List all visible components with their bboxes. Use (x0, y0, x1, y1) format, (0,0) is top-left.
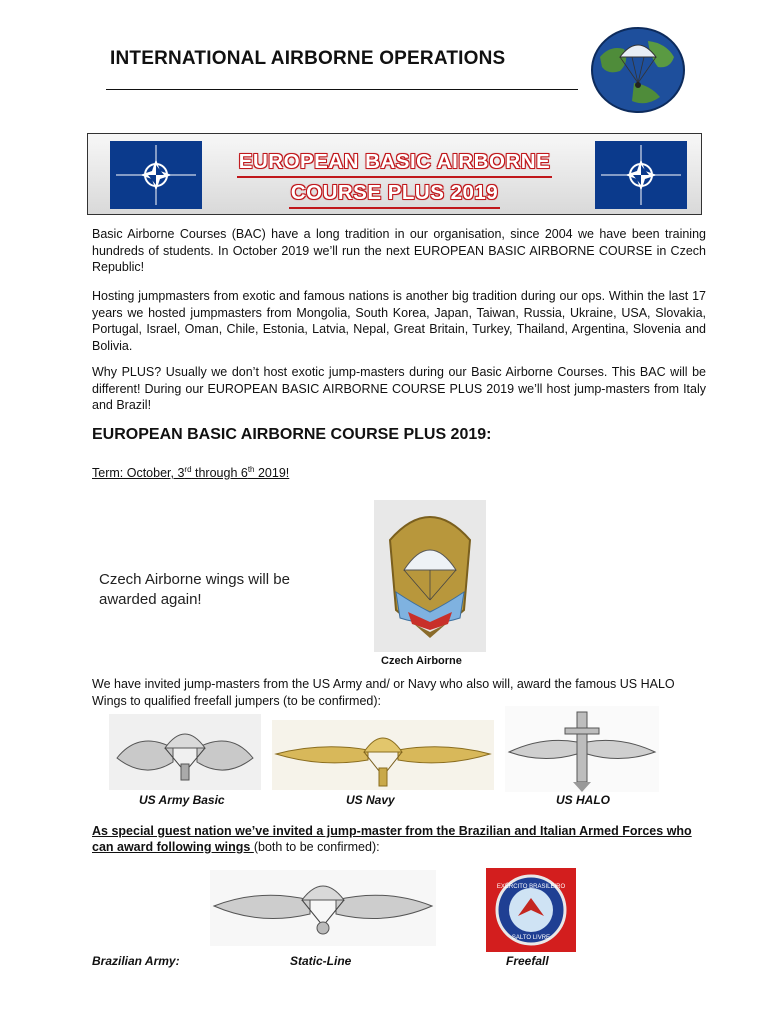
guest-nations-plain-text: (both to be confirmed): (253, 840, 380, 854)
czech-airborne-badge-image (374, 500, 486, 652)
plus-paragraph: Why PLUS? Usually we don’t host exotic jump-masters during our Basic Airborne Courses. This BAC will be different! During our EUROPEAN BASIC AIRBORNE COURSE PLUS 2019 we’ll host jump-masters from Italy and Brazil! (92, 365, 706, 412)
section-heading: EUROPEAN BASIC AIRBORNE COURSE PLUS 2019: (92, 426, 492, 443)
czech-airborne-caption: Czech Airborne (381, 655, 462, 667)
course-term (92, 465, 289, 480)
brazilian-static-line-wings-image (210, 870, 436, 946)
brazilian-freefall-badge-image (486, 868, 576, 952)
us-invitation-paragraph: We have invited jump-masters from the US Army and/ or Navy who also will, award the famous US HALO Wings to qualified freefall jumpers (to be confirmed): (92, 677, 675, 708)
callout-line-2: awarded again! (99, 591, 202, 608)
intro-paragraph: Basic Airborne Courses (BAC) have a long tradition in our organisation, since 2004 we have been training hundreds of students. In October 2019 we’ll run the next EUROPEAN BASIC AIRBORNE COURSE in Czech Republic! (92, 227, 706, 274)
term-suffix: 2019! (254, 466, 290, 481)
freefall-badge-top-text: EXÉRCITO BRASILEIRO (496, 884, 566, 890)
us-navy-wings-image (272, 720, 494, 790)
guest-nations-bold-text: As special guest nation we’ve invited a jump-master from the Brazilian and Italian Armed Forces who can award following wings (92, 824, 692, 854)
airborne-globe-logo (590, 27, 686, 113)
czech-wings-callout (99, 570, 290, 610)
freefall-badge-bottom-text: SALTO LIVRE (511, 935, 551, 941)
us-halo-wings-image (505, 706, 659, 792)
banner-line-2: COURSE PLUS 2019 (289, 179, 500, 209)
banner-line-1: EUROPEAN BASIC AIRBORNE (237, 148, 552, 178)
history-paragraph: Hosting jumpmasters from exotic and famous nations is another big tradition during our ops. Within the last 17 years we hosted jumpmasters from Mongolia, South Korea, Japan, Taiwan, Russia, Ukraine, USA, Slovakia, Portugal, Israel, Oman, Chile, Estonia, Latvia, Nepal, Great Britain, Turkey, Thailand, Argentina, Slovenia and Bolivia. (92, 289, 706, 353)
term-sup-th: th (247, 465, 255, 474)
document-title: INTERNATIONAL AIRBORNE OPERATIONS (110, 48, 506, 69)
term-sup-rd: rd (184, 465, 192, 474)
course-banner (87, 133, 702, 215)
brazilian-army-caption: Brazilian Army: (92, 954, 180, 968)
us-army-basic-wings-image (109, 714, 261, 790)
term-mid: through 6 (191, 466, 248, 481)
title-underline (106, 89, 578, 90)
us-army-basic-caption: US Army Basic (139, 793, 225, 807)
callout-line-1: Czech Airborne wings will be (99, 571, 290, 588)
us-halo-caption: US HALO (556, 793, 610, 807)
banner-title (88, 148, 701, 210)
freefall-caption: Freefall (506, 954, 549, 968)
term-prefix: Term: October, 3 (92, 466, 185, 481)
us-navy-caption: US Navy (346, 793, 395, 807)
static-line-caption: Static-Line (290, 954, 352, 968)
guest-nations-paragraph (92, 823, 712, 855)
